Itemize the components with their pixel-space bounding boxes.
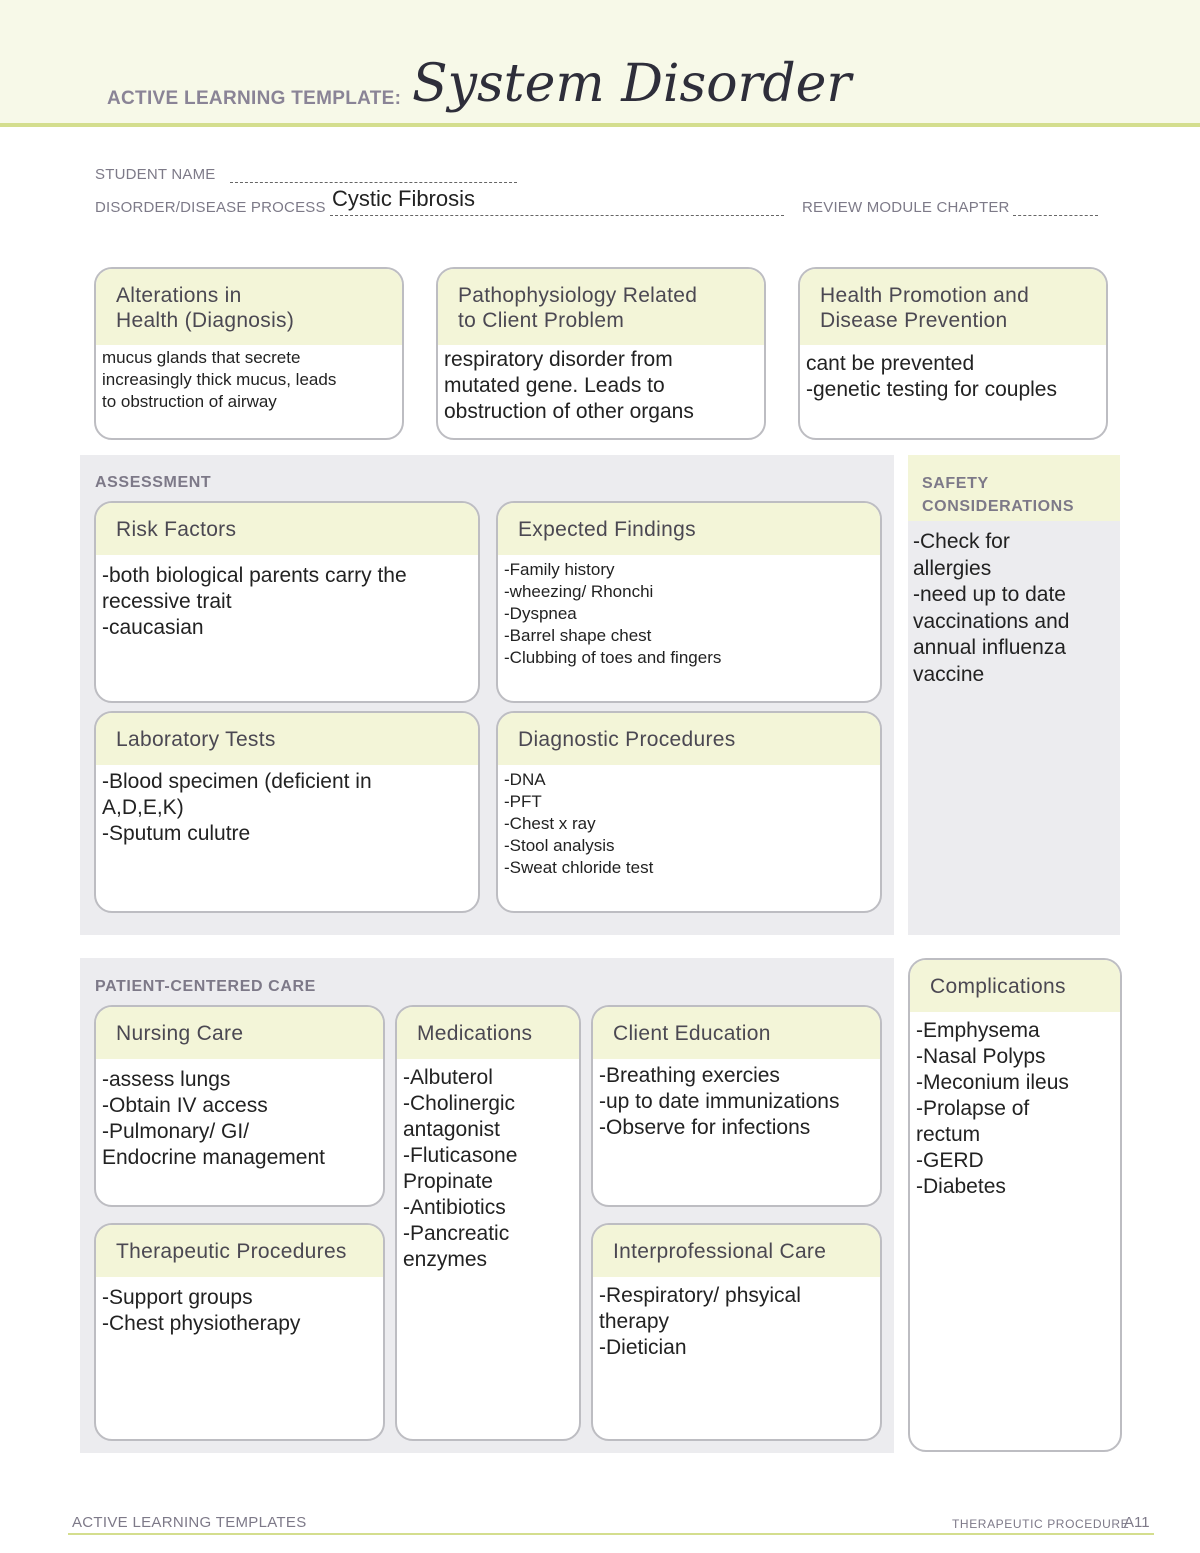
- pathophysiology-box: [436, 267, 766, 440]
- therapeutic-procedures-title: Therapeutic Procedures: [96, 1225, 383, 1277]
- expected-findings-box: [496, 501, 882, 703]
- alterations-box: [94, 267, 404, 440]
- laboratory-tests-body[interactable]: -Blood specimen (deficient in A,D,E,K) -Sputum culutre: [102, 770, 372, 845]
- disorder-label: DISORDER/DISEASE PROCESS: [95, 199, 326, 216]
- nursing-care-box: [94, 1005, 385, 1207]
- therapeutic-procedures-body[interactable]: -Support groups -Chest physiotherapy: [102, 1286, 301, 1335]
- complications-body[interactable]: -Emphysema -Nasal Polyps -Meconium ileus -Prolapse of rectum -GERD -Diabetes: [916, 1019, 1069, 1198]
- pathophysiology-body[interactable]: respiratory disorder from mutated gene. Leads to obstruction of other organs: [444, 348, 694, 423]
- laboratory-tests-box: [94, 711, 480, 913]
- complications-box: [908, 958, 1122, 1452]
- safety-title: SAFETY CONSIDERATIONS: [922, 475, 1075, 515]
- review-module-field[interactable]: [1013, 215, 1098, 216]
- disorder-value: Cystic Fibrosis: [332, 186, 476, 211]
- header-rule: [0, 123, 1200, 127]
- complications-title: Complications: [910, 960, 1120, 1012]
- expected-findings-body[interactable]: -Family history -wheezing/ Rhonchi -Dyspnea -Barrel shape chest -Clubbing of toes and fingers: [504, 560, 722, 667]
- laboratory-tests-title: Laboratory Tests: [96, 713, 478, 765]
- health-promotion-title: Health Promotion and Disease Prevention: [800, 269, 1106, 345]
- diagnostic-procedures-box: [496, 711, 882, 913]
- diagnostic-procedures-title: Diagnostic Procedures: [498, 713, 880, 765]
- health-promotion-body[interactable]: cant be prevented -genetic testing for couples: [806, 352, 1057, 401]
- interprofessional-care-body[interactable]: -Respiratory/ phsyical therapy -Dietician: [599, 1284, 801, 1359]
- client-education-body[interactable]: -Breathing exercies -up to date immunizations -Observe for infections: [599, 1064, 840, 1139]
- therapeutic-procedures-box: [94, 1223, 385, 1441]
- client-education-title: Client Education: [593, 1007, 880, 1059]
- medications-box: [395, 1005, 581, 1441]
- expected-findings-title: Expected Findings: [498, 503, 880, 555]
- alterations-title: Alterations in Health (Diagnosis): [96, 269, 402, 345]
- health-promotion-box: [798, 267, 1108, 440]
- nursing-care-body[interactable]: -assess lungs -Obtain IV access -Pulmonary/ GI/ Endocrine management: [102, 1068, 325, 1169]
- template-label: ACTIVE LEARNING TEMPLATE:: [107, 88, 402, 109]
- review-module-label: REVIEW MODULE CHAPTER: [802, 199, 1010, 216]
- footer-right-label: THERAPEUTIC PROCEDURE: [952, 1517, 1130, 1531]
- nursing-care-title: Nursing Care: [96, 1007, 383, 1059]
- client-education-box: [591, 1005, 882, 1207]
- safety-body[interactable]: -Check for allergies -need up to date vaccinations and annual influenza vaccine: [913, 530, 1070, 686]
- patient-care-title: PATIENT-CENTERED CARE: [95, 978, 316, 995]
- risk-factors-title: Risk Factors: [96, 503, 478, 555]
- alterations-body[interactable]: mucus glands that secrete increasingly thick mucus, leads to obstruction of airway: [102, 348, 337, 411]
- interprofessional-care-box: [591, 1223, 882, 1441]
- risk-factors-box: [94, 501, 480, 703]
- diagnostic-procedures-body[interactable]: -DNA -PFT -Chest x ray -Stool analysis -Sweat chloride test: [504, 770, 654, 877]
- footer-left-label: ACTIVE LEARNING TEMPLATES: [72, 1514, 307, 1531]
- safety-section: [908, 455, 1120, 935]
- risk-factors-body[interactable]: -both biological parents carry the recessive trait -caucasian: [102, 564, 407, 639]
- assessment-title: ASSESSMENT: [95, 474, 212, 491]
- page-title: System Disorder: [412, 54, 852, 114]
- footer-rule: [68, 1533, 1154, 1535]
- interprofessional-care-title: Interprofessional Care: [593, 1225, 880, 1277]
- pathophysiology-title: Pathophysiology Related to Client Problem: [438, 269, 764, 345]
- page-number: A11: [1124, 1514, 1150, 1531]
- medications-title: Medications: [397, 1007, 579, 1059]
- disorder-field[interactable]: [330, 215, 784, 216]
- student-name-field[interactable]: [230, 182, 517, 183]
- medications-body[interactable]: -Albuterol -Cholinergic antagonist -Fluticasone Propinate -Antibiotics -Pancreatic enzymes: [403, 1066, 518, 1271]
- student-name-label: STUDENT NAME: [95, 166, 216, 183]
